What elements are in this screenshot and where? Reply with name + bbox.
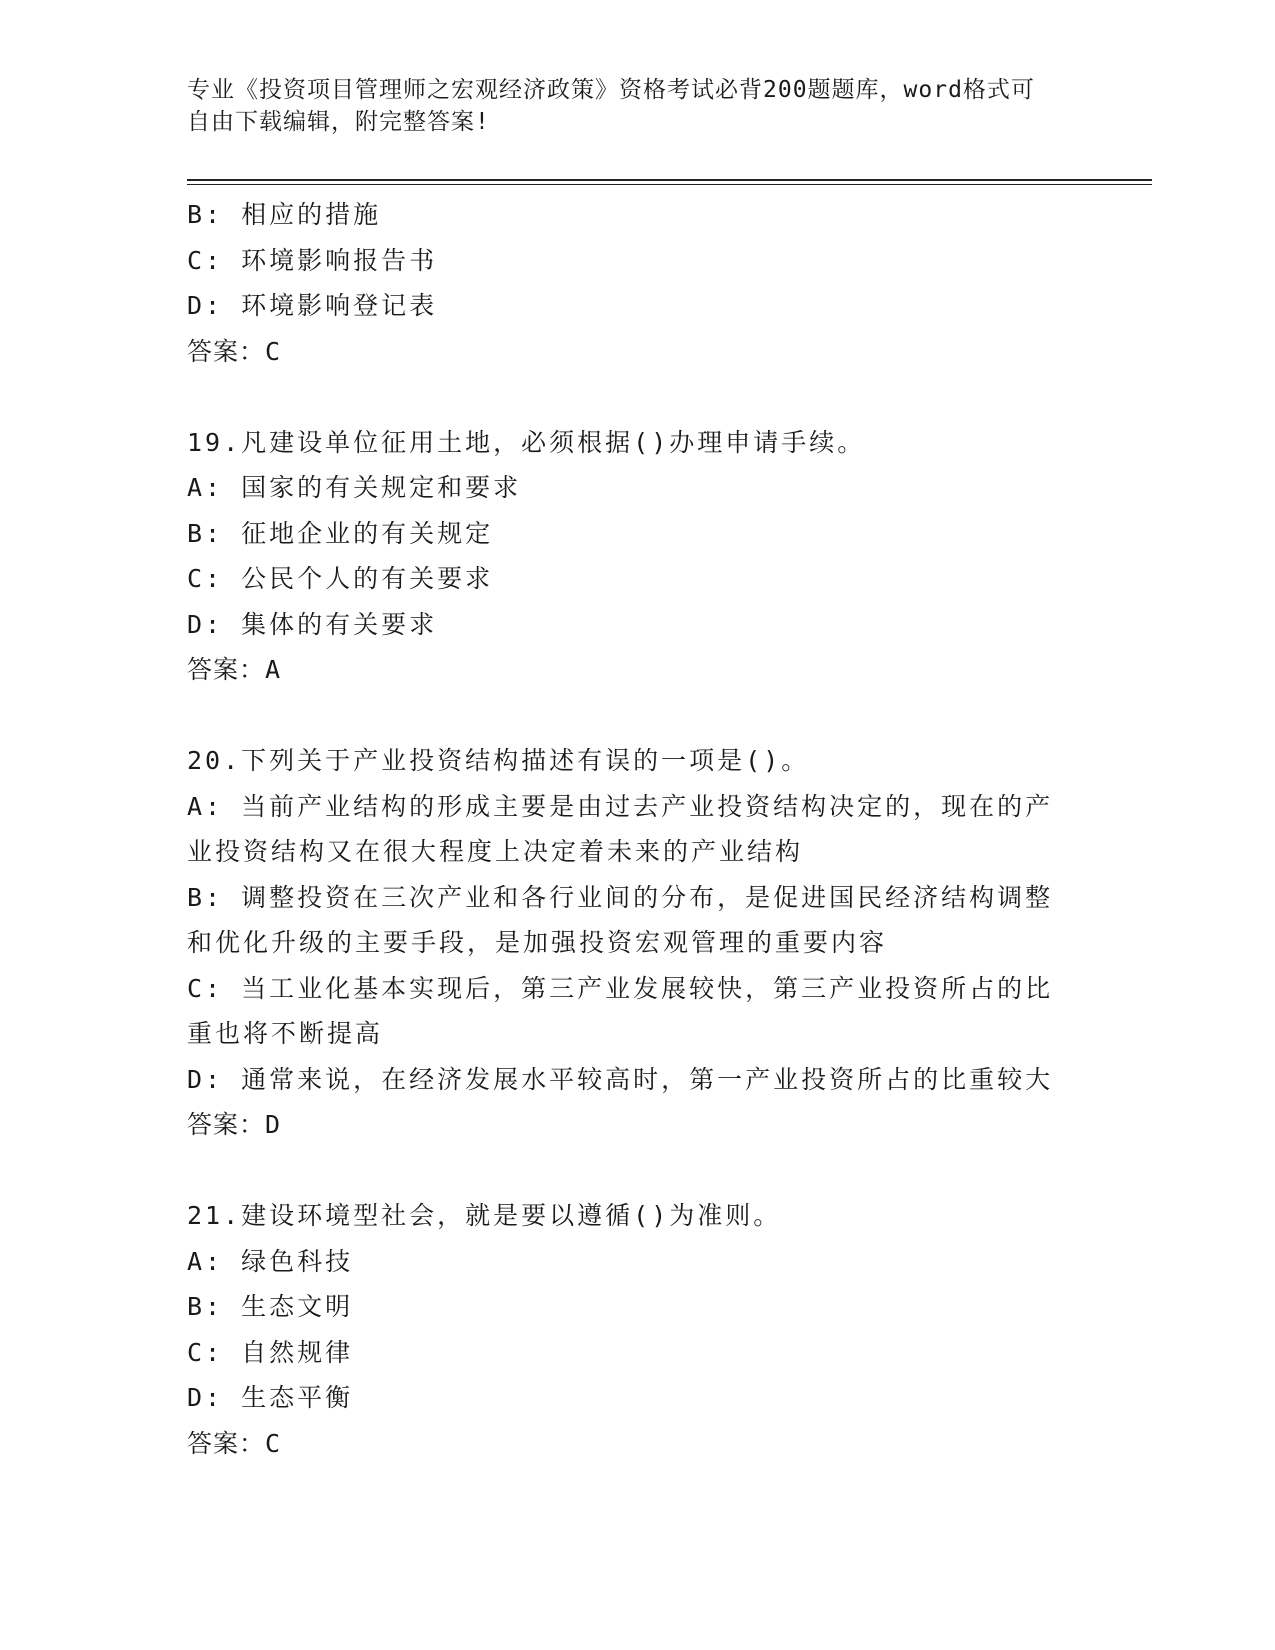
option-a: A: 国家的有关规定和要求: [187, 473, 522, 502]
answer-value: C: [265, 336, 282, 366]
spacer: [187, 1148, 1087, 1194]
header-divider-thin: [187, 184, 1152, 185]
option-c: C: 公民个人的有关要求: [187, 564, 494, 593]
header-line-1: 专业《投资项目管理师之宏观经济政策》资格考试必背200题题库，word格式可: [187, 77, 1035, 103]
header-line-2: 自由下载编辑，附完整答案!: [187, 109, 490, 135]
question-text: 19.凡建设单位征用土地，必须根据()办理申请手续。: [187, 427, 866, 457]
header-divider-thick: [187, 179, 1152, 181]
option-c: C: 环境影响报告书: [187, 245, 438, 275]
answer-value: A: [265, 655, 282, 684]
answer-line: [187, 647, 1087, 693]
option-b: B: 相应的措施: [187, 200, 382, 229]
question-text: 20.下列关于产业投资结构描述有误的一项是()。: [187, 746, 810, 775]
spacer: [187, 693, 1087, 739]
answer-label: 答案：: [187, 655, 266, 684]
spacer: [187, 374, 1087, 420]
option-b: B: 征地企业的有关规定: [187, 518, 494, 548]
option-a: A: 当前产业结构的形成主要是由过去产业投资结构决定的，现在的产业投资结构又在很大程度上决定着未来的产业结构: [187, 791, 1054, 866]
answer-label: 答案：: [187, 1110, 266, 1139]
option-a: A: 绿色科技: [187, 1246, 354, 1276]
answer-line: [187, 329, 1087, 375]
answer-line: [187, 1102, 1087, 1148]
question-list: [187, 192, 1087, 1466]
answer-value: C: [265, 1428, 282, 1458]
answer-value: D: [265, 1110, 282, 1139]
question-21: [187, 1193, 1087, 1466]
option-d: D: 集体的有关要求: [187, 609, 438, 639]
question-18-tail: [187, 192, 1087, 374]
question-20: [187, 738, 1087, 1148]
option-c: C: 当工业化基本实现后，第三产业发展较快，第三产业投资所占的比重也将不断提高: [187, 973, 1054, 1048]
question-19: [187, 420, 1087, 693]
option-c: C: 自然规律: [187, 1337, 354, 1367]
answer-label: 答案：: [187, 1428, 266, 1458]
option-b: B: 调整投资在三次产业和各行业间的分布，是促进国民经济结构调整和优化升级的主要手段，是加强投资宏观管理的重要内容: [187, 882, 1054, 957]
option-d: D: 通常来说，在经济发展水平较高时，第一产业投资所占的比重较大: [187, 1064, 1054, 1094]
option-d: D: 环境影响登记表: [187, 291, 438, 320]
answer-label: 答案：: [187, 336, 266, 366]
option-b: B: 生态文明: [187, 1292, 354, 1321]
option-d: D: 生态平衡: [187, 1383, 354, 1412]
answer-line: [187, 1421, 1087, 1467]
document-header: [187, 74, 1067, 138]
question-text: 21.建设环境型社会，就是要以遵循()为准则。: [187, 1201, 782, 1230]
